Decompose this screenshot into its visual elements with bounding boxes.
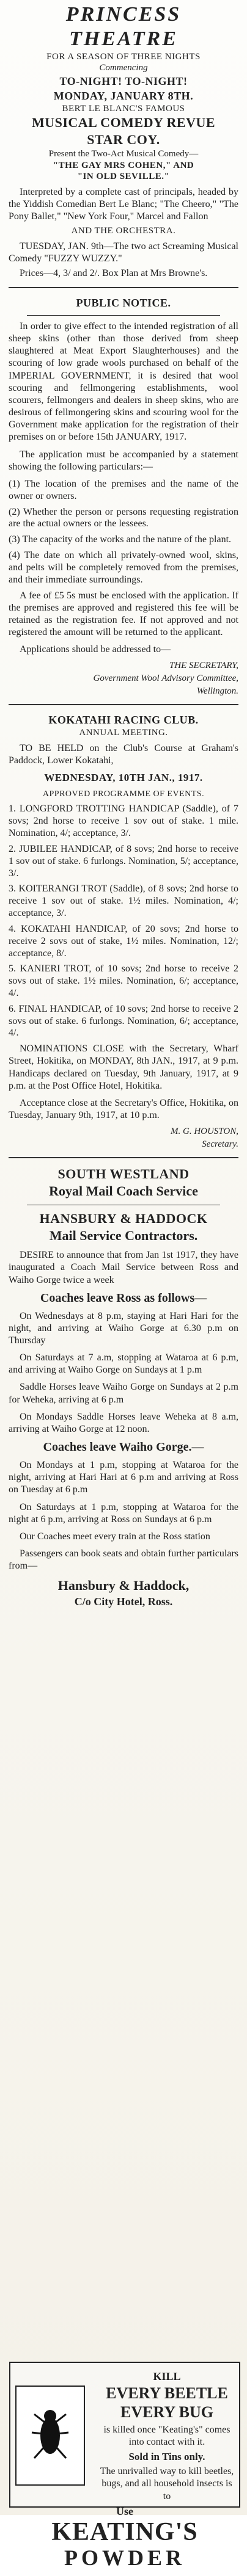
racing-secretary: M. G. HOUSTON, (171, 1127, 238, 1137)
theatre-show1: "THE GAY MRS COHEN," AND (53, 160, 194, 170)
public-notice-signature1: THE SECRETARY, (169, 661, 238, 671)
racing-secretary-title: Secretary. (202, 1139, 238, 1150)
theatre-ad (0, 0, 247, 280)
coach-s2b: On Saturdays at 1 p.m, stopping at Wataroa for the night at 6 p.m, arriving at Ross on Sundays at 6 p.m (9, 1501, 238, 1525)
racing-acceptance: Acceptance close at the Secretary's Office, Hokitika, on Tuesday, January 9th, 1917, at 10 p.m. (9, 1097, 238, 1121)
keatings-top2: EVERY BEETLE (106, 2384, 228, 2402)
keatings-text1: is killed once "Keating's" comes into contact with it. (103, 2425, 230, 2448)
keatings-top-row (15, 2369, 234, 2503)
public-notice-item: (3) The capacity of the works and the nature of the plant. (9, 534, 232, 545)
section-divider (9, 1157, 238, 1158)
racing-date: WEDNESDAY, 10TH JAN., 1917. (44, 772, 203, 784)
coach-section1: Coaches leave Ross as follows— (40, 1291, 207, 1305)
coach-intro: DESIRE to announce that from Jan 1st 1917, they have inaugurated a Coach Mail Service between Ross and Waiho Gorge twice a week (9, 1250, 238, 1285)
coach-section2: Coaches leave Waiho Gorge.— (43, 1440, 204, 1454)
bug-illustration-icon (15, 2386, 85, 2486)
coach-s2a: On Mondays at 1 p.m, stopping at Wataroa for the night, arriving at Hari Hari at 6 p.m and arriving at Ross on Tuesday at 6 p.m (9, 1460, 238, 1495)
keatings-top1: KILL (153, 2370, 181, 2382)
racing-event: 5. KANIERI TROT, of 10 sovs; 2nd horse to receive 2 sovs out of stake. 1½ miles. Nomination, 6/; acceptance, 4/. (9, 963, 238, 998)
public-notice-p1: In order to give effect to the intended registration of all sheep skins (other than those derived from sheep slaughtered at Meat Export Slaughterhouses) and the scouring of low grade wools purchased on behalf of the IMPERIAL GOVERNMENT, it is desired that wool scouring and fellmongering establishments, wool scourers, fellmongers and dealers in sheep skins, who are desirous of fellmongering skins and scouring wool for the Government make application for the registration of their premises on or before 15th JANUARY, 1917. (9, 321, 238, 443)
keatings-ad-box (9, 2362, 240, 2570)
racing-event: 4. KOKATAHI HANDICAP, of 20 sovs; 2nd horse to receive 2 sovs out of stake, 1½ miles. Nomination, 12/; acceptance, 8/. (9, 923, 238, 959)
coach-s1d: On Mondays Saddle Horses leave Weheka at 8 a.m, arriving at Waiho Gorge at 12 noon. (9, 1411, 238, 1434)
public-notice-signature2: Government Wool Advisory Committee, (93, 673, 238, 684)
coach-s1a: On Wednesdays at 8 p.m, staying at Hari Hari for the night, and arriving at Waiho Gorge at 6.30 p.m on Thursday (9, 1310, 238, 1346)
public-notice (0, 296, 247, 697)
keatings-use: Use (116, 2505, 133, 2517)
racing-event: 2. JUBILEE HANDICAP, of 8 sovs; 2nd horse to receive 1 sov out of stake. 6 furlongs. Nomination, 5/; acceptance, 3/. (9, 843, 238, 879)
racing-title: KOKATAHI RACING CLUB. (48, 714, 199, 727)
theatre-company-line: STAR COY. (87, 132, 160, 148)
keatings-brand-block (15, 2504, 234, 2570)
keatings-copy (100, 2369, 234, 2503)
section-divider (9, 704, 238, 705)
public-notice-list (9, 478, 238, 586)
coach-service-ad (0, 1166, 247, 1609)
coach-title2: Royal Mail Coach Service (49, 1183, 198, 1199)
racing-events-list (9, 803, 238, 1039)
racing-event: 3. KOITERANGI TROT (Saddle), of 8 sovs; 2nd horse to receive 1 sov out of stake. 1½ miles. Nomination, 4/; acceptance, 3/. (9, 883, 238, 919)
public-notice-p3: A fee of £5 5s must be enclosed with the application. If the premises are approved and registered this fee will be retained as the registration fee. If not approved and not registered the amount will be returned to the applicant. (9, 590, 238, 637)
theatre-prices-text: Prices—4, 3/ and 2/. Box Plan at Mrs Browne's. (20, 267, 208, 278)
public-notice-p4: Applications should be addressed to— (20, 644, 171, 655)
theatre-tonight-line: TO-NIGHT! TO-NIGHT! (59, 74, 188, 87)
public-notice-signature3: Wellington. (196, 686, 238, 697)
coach-title1: SOUTH WESTLAND (57, 1166, 190, 1182)
racing-nominations: NOMINATIONS CLOSE with the Secretary, Wharf Street, Hokitika, on MONDAY, 8th JAN., 1917, at 9 p.m. Handicaps declared on Tuesday, 9th January, 1917, at 9 p.m. at the Post Office Hotel, Hokitika. (9, 1043, 238, 1091)
theatre-tuesday-text: TUESDAY, JAN. 9th—The two act Screaming Musical Comedy "FUZZY WUZZY." (9, 241, 238, 264)
section-divider (9, 287, 238, 288)
racing-event: 1. LONGFORD TROTTING HANDICAP (Saddle), of 7 sovs; 2nd horse to receive 1 sov out of stake. 1 mile. Nomination, 4/; acceptance, 3/. (9, 804, 238, 839)
keatings-text3: The unrivalled way to kill beetles, bugs, and all household insects is to (100, 2466, 234, 2502)
public-notice-title: PUBLIC NOTICE. (76, 297, 171, 309)
theatre-famous-line: BERT LE BLANC'S FAMOUS (62, 103, 185, 114)
coach-s2c: Our Coaches meet every train at the Ross station (20, 1531, 210, 1542)
coach-s1c: Saddle Horses leave Waiho Gorge on Sundays at 2 p.m for Weheka, arriving at 6 p.m (9, 1382, 238, 1405)
racing-notice (0, 713, 247, 1150)
keatings-brand: KEATING'S (51, 2517, 198, 2546)
theatre-show2: "IN OLD SEVILLE." (77, 172, 170, 182)
keatings-text2: Sold in Tins only. (128, 2451, 205, 2463)
public-notice-p2: The application must be accompanied by a statement showing the following particulars:— (9, 449, 238, 472)
keatings-top3: EVERY BUG (120, 2403, 213, 2421)
racing-intro: TO BE HELD on the Club's Course at Graham's Paddock, Lower Kokatahi, (9, 742, 238, 766)
theatre-commencing-line: Commencing (99, 63, 148, 73)
racing-event: 6. FINAL HANDICAP, of 10 sovs; 2nd horse to receive 2 sovs out of stake. 6 furlongs. Nomination, 6/; acceptance, 4/. (9, 1003, 238, 1039)
theatre-revue-line: MUSICAL COMEDY REVUE (31, 115, 216, 131)
theatre-season-line: FOR A SEASON OF THREE NIGHTS (46, 52, 201, 62)
coach-s2d: Passengers can book seats and obtain further particulars from— (9, 1548, 238, 1572)
public-notice-item: (2) Whether the person or persons requesting registration are the actual owners or the lessees. (9, 506, 238, 529)
public-notice-item: (1) The location of the premises and the name of the owner or owners. (9, 478, 238, 501)
racing-subtitle: ANNUAL MEETING. (79, 728, 168, 738)
public-notice-item: (4) The date on which all privately-owned wool, skins, and pelts will be completely removed from the premises, and their immediate surroundings. (9, 550, 238, 585)
title-rule (27, 315, 220, 316)
theatre-date-line: MONDAY, JANUARY 8TH. (53, 89, 194, 102)
theatre-title: PRINCESS THEATRE (65, 3, 182, 50)
coach-signature2: C/o City Hotel, Ross. (74, 1595, 173, 1608)
theatre-present-line: Present the Two-Act Musical Comedy— (48, 149, 199, 159)
theatre-orchestra-line: AND THE ORCHESTRA. (71, 226, 176, 236)
keatings-product: POWDER (64, 2545, 185, 2570)
coach-title3: HANSBURY & HADDOCK (39, 1211, 208, 1227)
coach-signature1: Hansbury & Haddock, (57, 1578, 190, 1594)
coach-s1b: On Saturdays at 7 a.m, stopping at Wataroa at 6 p.m, and arriving at Waiho Gorge on Sundays at 1 p.m (9, 1352, 238, 1376)
coach-title4: Mail Service Contractors. (49, 1228, 198, 1244)
racing-programme-title: APPROVED PROGRAMME OF EVENTS. (42, 789, 205, 799)
theatre-cast-text: Interpreted by a complete cast of principals, headed by the Yiddish Comedian Bert Le Blanc; "The Cheero," "The Pony Ballet," "New York Four," Marcel and Fallon (9, 186, 238, 222)
